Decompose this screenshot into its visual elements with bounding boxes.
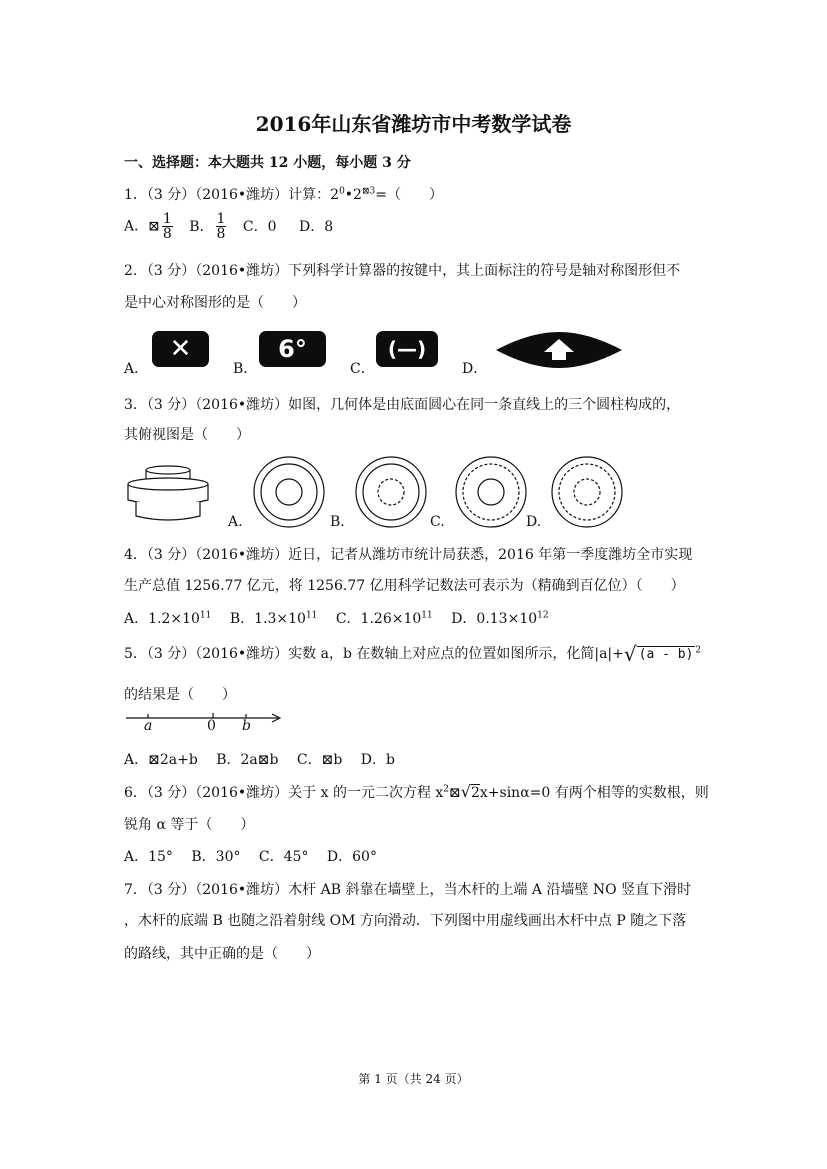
question-2-line-1: 2．（3 分）（2016•潍坊）下列科学计算器的按键中，其上面标注的符号是轴对称图形但不 (124, 263, 681, 279)
question-6-line-2: 锐角 α 等于（ ） (124, 817, 255, 833)
section-heading: 一、选择题：本大题共 12 小题，每小题 3 分 (124, 155, 411, 171)
question-7-line-3: 的路线，其中正确的是（ ） (124, 946, 320, 962)
multiply-key-icon: ✕ (152, 331, 209, 367)
page-footer: 第 1 页（共 24 页） (358, 1072, 469, 1086)
q2-label-c: C． (350, 361, 375, 377)
axis-label-b: b (242, 718, 251, 734)
q2-label-b: B． (233, 361, 258, 377)
page-title: 2016年山东省潍坊市中考数学试卷 (255, 112, 572, 136)
q2-label-a: A． (124, 361, 149, 377)
question-4-line-2: 生产总值 1256.77 亿元，将 1256.77 亿用科学记数法可表示为（精确到百亿位）（ ） (124, 578, 685, 594)
q2-label-d: D． (462, 361, 488, 377)
negative-key-icon: (—) (376, 331, 438, 367)
question-5-options: A．⊠2a+b B．2a⊠b C．⊠b D．b (124, 752, 395, 768)
six-degree-key-icon: 6° (259, 331, 326, 367)
question-5-line-1: 5．（3 分）（2016•潍坊）实数 a，b 在数轴上对应点的位置如图所示，化简|a|+√ (a - b) $^2$ (124, 642, 702, 666)
question-1-stem: 1．（3 分）（2016•潍坊）计算：$2^0•2^{⊠3}=$（ ） (124, 186, 443, 203)
top-view-option-b (354, 455, 428, 529)
top-view-option-d (550, 455, 624, 529)
question-5-line-2: 的结果是（ ） (124, 687, 236, 703)
question-1-options: A．⊠ $\frac{1}{8}$ B． $\frac{1}{8}$ C．0 D．8 (124, 211, 334, 242)
question-3-line-2: 其俯视图是（ ） (124, 427, 250, 443)
q3-label-a: A. (228, 514, 243, 530)
question-7-line-2: ，木杆的底端 B 也随之沿着射线 OM 方向滑动．下列图中用虚线画出木杆中点 P 随之下落 (124, 913, 687, 929)
question-7-line-1: 7．（3 分）（2016•潍坊）木杆 AB 斜靠在墙壁上，当木杆的上端 A 沿墙壁 NO 竖直下滑时 (124, 882, 692, 898)
q3-label-b: B. (330, 514, 345, 530)
axis-label-zero: 0 (207, 718, 216, 734)
q3-label-c: C. (430, 514, 445, 530)
top-view-option-c (454, 455, 528, 529)
cylinder-solid-figure (124, 464, 214, 526)
question-4-line-1: 4．（3 分）（2016•潍坊）近日，记者从潍坊市统计局获悉，2016 年第一季度潍坊全市实现 (124, 547, 693, 563)
question-2-line-2: 是中心对称图形的是（ ） (124, 295, 306, 311)
question-3-line-1: 3．（3 分）（2016•潍坊）如图，几何体是由底面圆心在同一条直线上的三个圆柱构成的， (124, 397, 681, 413)
axis-label-a: a (144, 718, 153, 734)
question-6-line-1: 6．（3 分）（2016•潍坊）关于 x 的一元二次方程 $x^2⊠√2x+\sin\alpha=0$ 有两个相等的实数根，则 (124, 782, 709, 801)
question-4-options: A．$1.2\times 10^{11}$ B．$1.3\times 10^{11}$ C．$1.26\times 10^{11}$ D．$0.13\times 10^{12}$ (124, 610, 549, 627)
question-6-options: A．15° B．30° C．45° D．60° (124, 849, 377, 865)
q3-label-d: D. (526, 514, 542, 530)
shift-key-icon (490, 330, 628, 370)
top-view-option-a (252, 455, 326, 529)
